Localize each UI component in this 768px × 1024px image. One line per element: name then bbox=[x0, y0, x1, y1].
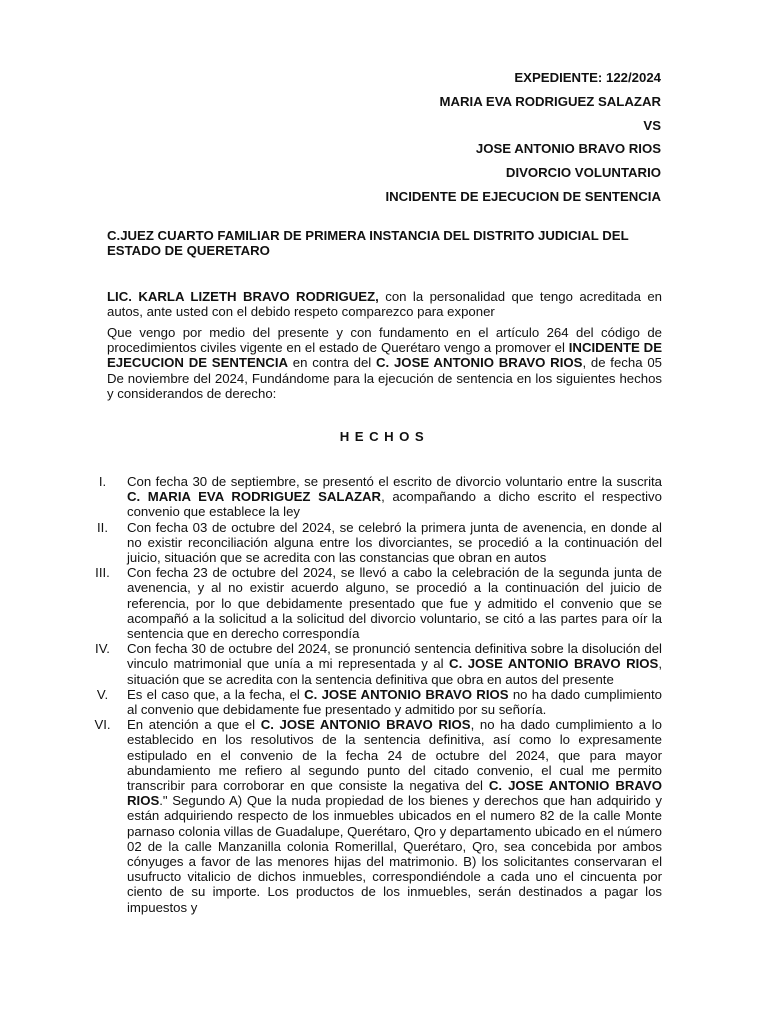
fact-item-1 bbox=[80, 474, 662, 520]
fact-item-3 bbox=[80, 565, 662, 641]
fact-text bbox=[127, 520, 662, 566]
petition-text-3: , de fecha 05 De noviembre del 2024, Fundándome para la ejecución de sentencia en los siguientes hechos y considerandos de derecho: bbox=[107, 355, 663, 401]
facts-list bbox=[80, 474, 662, 915]
fact-text bbox=[127, 565, 662, 641]
case-header bbox=[385, 70, 661, 213]
petition-paragraph bbox=[107, 325, 662, 401]
fact-bold-name: C. JOSE ANTONIO BRAVO RIOS bbox=[127, 778, 662, 809]
intro-text: con la personalidad que tengo acreditada en autos, ante usted con el debido respeto comparezco para exponer bbox=[107, 289, 663, 320]
fact-text-part: ." Segundo A) Que la nuda propiedad de los bienes y derechos que han adquirido y están adquiriendo respecto de los inmuebles ubicados en el numero 82 de la calle Monte parnaso colonia villas de Guadalupe, Querétaro, Qro y departamento ubicado en el número 02 de la calle Manzanilla colonia Romerillal, Querétaro, Qro, sea concebida por ambos cónyuges a favor de las menores hijas del matrimonio. B) los solicitantes conservaran el usufructo vitalicio de dichos inmuebles, correspondiéndole a cada uno el cincuenta por ciento de su importe. Los productos de los inmuebles, serán destinados a pagar los impuestos y bbox=[127, 793, 662, 915]
fact-text bbox=[127, 474, 662, 520]
intro-paragraph bbox=[107, 289, 662, 319]
fact-text-part: Es el caso que, a la fecha, el bbox=[127, 686, 305, 702]
fact-item-5 bbox=[80, 687, 662, 717]
fact-text bbox=[127, 641, 662, 687]
attorney-name: LIC. KARLA LIZETH BRAVO RODRIGUEZ, bbox=[107, 289, 379, 304]
fact-item-6 bbox=[80, 717, 662, 915]
fact-text-part: Con fecha 23 de octubre del 2024, se llevó a cabo la celebración de la segunda junta de avenencia, y al no existir acuerdo alguno, se procedió a la continuación del juicio de referencia, por lo que debidamente presentado que fue y admitido el convenio que se acompañó a la solicitud a la solicitud del divorcio voluntario, se citó a las partes para oír la sentencia que en derecho correspondía bbox=[127, 565, 662, 642]
fact-text-part: no ha dado cumplimiento al convenio que debidamente fue presentado y admitido por su señoría. bbox=[127, 686, 662, 718]
judge-addressee: C.JUEZ CUARTO FAMILIAR DE PRIMERA INSTANCIA DEL DISTRITO JUDICIAL DEL ESTADO DE QUERETARO bbox=[107, 228, 629, 259]
incident-type: INCIDENTE DE EJECUCION DE SENTENCIA bbox=[385, 188, 661, 204]
fact-text-part: En atención a que el bbox=[127, 717, 261, 733]
fact-text-part: Con fecha 30 de septiembre, se presentó el escrito de divorcio voluntario entre la suscrita bbox=[127, 474, 662, 489]
petition-text-2: en contra del bbox=[288, 355, 377, 371]
fact-numeral: II. bbox=[97, 519, 108, 535]
fact-numeral: V. bbox=[96, 686, 109, 702]
hechos-title: HECHOS bbox=[339, 429, 430, 444]
fact-bold-name: C. JOSE ANTONIO BRAVO RIOS bbox=[260, 717, 471, 733]
defendant-name: JOSE ANTONIO BRAVO RIOS bbox=[475, 141, 661, 157]
fact-text-part: , situación que se acredita con la sentencia definitiva que obra en autos del presente bbox=[127, 656, 662, 687]
fact-text bbox=[127, 717, 662, 915]
fact-numeral: III. bbox=[95, 565, 110, 581]
fact-numeral: VI. bbox=[94, 717, 111, 733]
fact-item-2 bbox=[80, 520, 662, 566]
case-number: EXPEDIENTE: 122/2024 bbox=[514, 70, 661, 85]
fact-text-part: Con fecha 30 de octubre del 2024, se pronunció sentencia definitiva sobre la disolución del vinculo matrimonial que unía a mi representada y al bbox=[127, 641, 662, 672]
fact-text-part: Con fecha 03 de octubre del 2024, se celebró la primera junta de avenencia, en donde al no existir reconciliación alguna entre los divorciantes, se procedió a la continuación del juicio, situación que se acredita con las constancias que obran en autos bbox=[127, 519, 662, 566]
fact-text bbox=[127, 687, 662, 717]
petition-incident-bold: INCIDENTE DE EJECUCION DE SENTENCIA bbox=[107, 340, 662, 371]
fact-text-part: , no ha dado cumplimiento a lo establecido en los resolutivos de la sentencia definitiva, así como lo expresamente estipulado en el convenio de la fecha 24 de octubre del 2024, que para mayor abundamiento me refiero al segundo punto del citado convenio, el cual me permito transcribir para corroborar en que consiste la negativa del bbox=[127, 717, 662, 794]
fact-bold-name: C. JOSE ANTONIO BRAVO RIOS bbox=[449, 656, 659, 672]
fact-text-part: , acompañando a dicho escrito el respectivo convenio que establece la ley bbox=[127, 489, 662, 520]
fact-numeral: I. bbox=[98, 474, 107, 489]
fact-bold-name: C. JOSE ANTONIO BRAVO RIOS bbox=[304, 686, 509, 702]
plaintiff-name: MARIA EVA RODRIGUEZ SALAZAR bbox=[439, 93, 661, 109]
petition-text-1: Que vengo por medio del presente y con fundamento en el artículo 264 del código de procedimientos civiles vigente en el estado de Querétaro vengo a promover el bbox=[107, 325, 662, 356]
case-type: DIVORCIO VOLUNTARIO bbox=[505, 165, 661, 181]
versus-label: VS bbox=[643, 117, 661, 133]
petition-defendant-bold: C. JOSE ANTONIO BRAVO RIOS bbox=[376, 355, 583, 371]
fact-item-4 bbox=[80, 641, 662, 687]
fact-numeral: IV. bbox=[95, 641, 110, 657]
fact-bold-name: C. MARIA EVA RODRIGUEZ SALAZAR bbox=[127, 489, 382, 505]
